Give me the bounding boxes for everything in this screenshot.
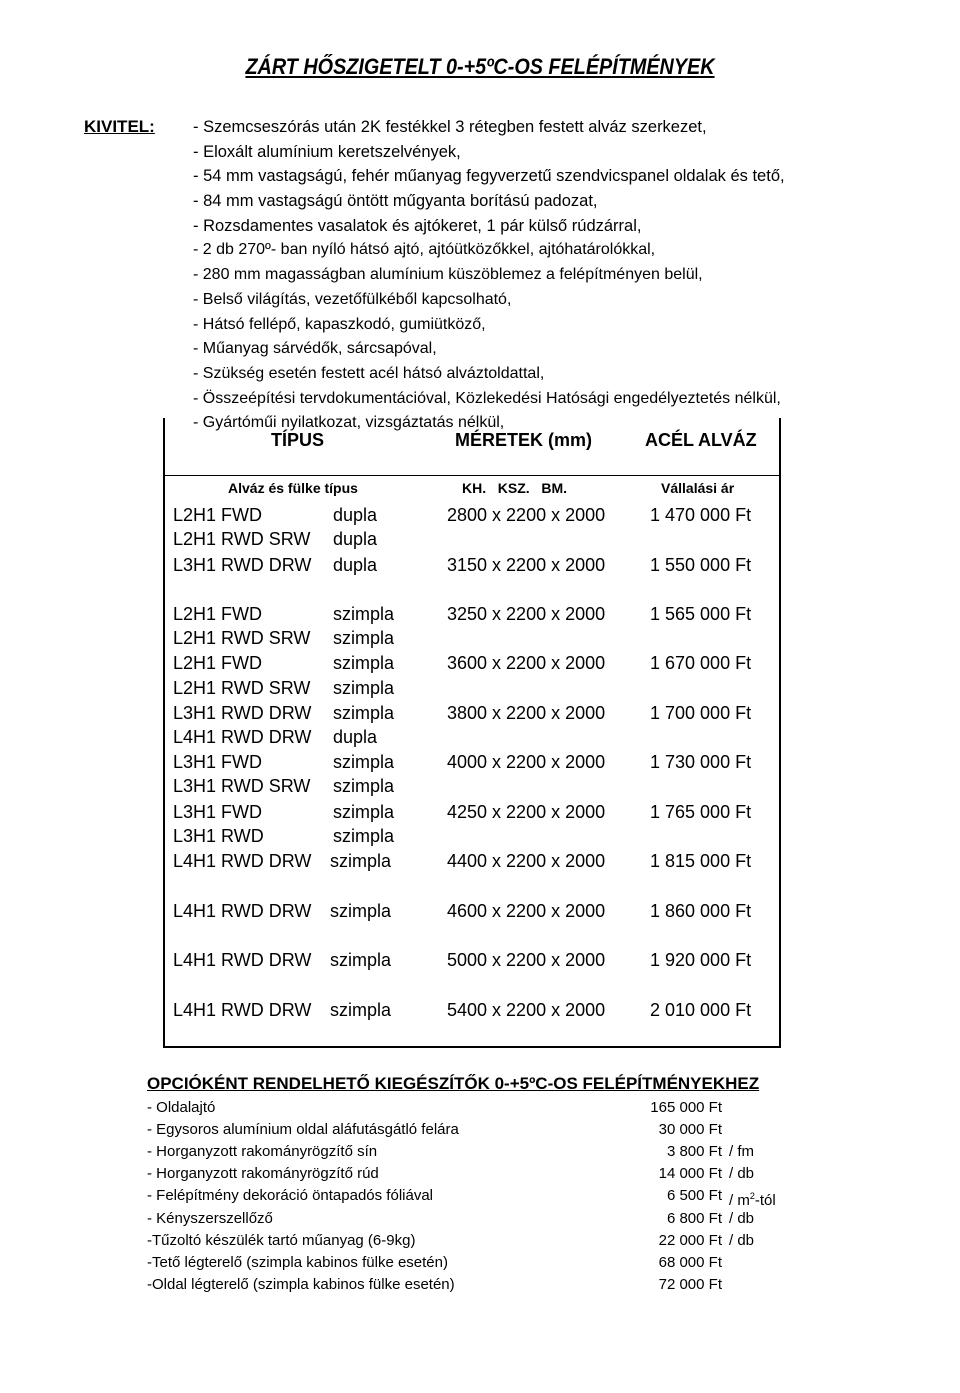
chassis-type-cell: L2H1 RWD SRW [173,529,311,549]
option-price: 72 000 Ft [658,1275,722,1293]
cab-type-cell: szimpla [333,752,395,772]
cab-type-cell: szimpla [333,628,395,648]
table-row [0,701,960,725]
chassis-type-cell: L3H1 RWD [173,826,264,846]
table-row [0,676,960,700]
cab-type-cell: szimpla [333,802,395,822]
option-unit-text: / db [729,1209,755,1227]
table-row [0,527,960,551]
chassis-type-cell: L4H1 RWD DRW [173,727,312,747]
price-cell: 1 920 000 Ft [650,950,752,970]
list-item: - 2 db 270º- ban nyíló hátsó ajtó, ajtóütközőkkel, ajtóhatárolókkal, [193,241,656,259]
chassis-type-cell: L4H1 RWD DRW [173,851,312,871]
option-item [0,1163,960,1185]
cab-type-cell: szimpla [333,678,395,698]
cab-type-cell: dupla [333,555,378,575]
chassis-type-cell: L4H1 RWD DRW [173,901,312,921]
column-header-type: TÍPUS [271,430,325,450]
option-item [0,1274,960,1296]
cab-type-cell: szimpla [330,851,392,871]
option-item [0,1097,960,1119]
option-item [0,1141,960,1163]
chassis-type-cell: L4H1 RWD DRW [173,950,312,970]
price-cell: 1 700 000 Ft [650,703,752,723]
option-price: 3 800 Ft [666,1143,722,1161]
price-cell: 1 815 000 Ft [650,851,752,871]
chassis-type-cell: L3H1 RWD DRW [173,555,312,575]
subheader-price: Vállalási ár [661,480,735,496]
chassis-type-cell: L2H1 FWD [173,604,263,624]
option-label: - Oldalajtó [147,1099,216,1116]
list-item: - Gyártóműi nyilatkozat, vizsgáztatás nélkül, [193,414,505,432]
option-label: - Kényszerszellőző [147,1209,273,1227]
table-row [0,774,960,798]
chassis-type-cell: L2H1 RWD SRW [173,628,311,648]
option-label: - Horganyzott rakományrögzítő sín [147,1143,378,1161]
option-label: -Oldal légterelő (szimpla kabinos fülke esetén) [147,1275,455,1293]
subheader-dimensions: KH. KSZ. BM. [462,480,567,496]
cab-type-cell: szimpla [333,653,395,673]
column-header-dimensions: MÉRETEK (mm) [455,430,593,450]
option-label: - Horganyzott rakományrögzítő rúd [147,1165,379,1183]
list-item: - Műanyag sárvédők, sárcsapóval, [193,340,437,358]
option-unit-text: / db [729,1165,755,1183]
table-row [0,998,960,1022]
header-divider [165,475,779,476]
option-price: 68 000 Ft [658,1253,722,1271]
cab-type-cell: dupla [333,529,378,549]
option-label: - Egysoros alumínium oldal aláfutásgátló felára [147,1121,459,1139]
cab-type-cell: szimpla [333,776,395,796]
dimensions-cell: 2800 x 2200 x 2000 [447,505,606,525]
option-unit-superscript: 2 [749,1191,755,1202]
chassis-type-cell: L2H1 FWD [173,505,263,525]
chassis-type-cell: L3H1 FWD [173,752,263,772]
option-unit-text: / db [729,1231,755,1249]
price-cell: 1 860 000 Ft [650,901,752,921]
chassis-type-cell: L2H1 RWD SRW [173,678,311,698]
dimensions-cell: 5400 x 2200 x 2000 [447,1000,606,1020]
table-row [0,651,960,675]
list-item: - 54 mm vastagságú, fehér műanyag fegyverzetű szendvicspanel oldalak és tető, [193,167,785,186]
option-unit-suffix: -tól [754,1192,776,1210]
chassis-type-cell: L3H1 FWD [173,802,263,822]
option-unit-text: / m [729,1192,750,1210]
price-cell: 2 010 000 Ft [650,1000,752,1020]
list-item: - 280 mm magasságban alumínium küszöblemez a felépítményen belül, [193,266,703,284]
cab-type-cell: dupla [333,727,378,747]
price-cell: 1 550 000 Ft [650,555,752,575]
dimensions-cell: 3150 x 2200 x 2000 [447,555,606,575]
cab-type-cell: szimpla [330,950,392,970]
column-header-chassis: ACÉL ALVÁZ [645,430,757,450]
option-unit [729,1230,754,1252]
page-title: ZÁRT HŐSZIGETELT 0-+5ºC-OS FELÉPÍTMÉNYEK [245,54,715,79]
table-row [0,800,960,824]
list-item: - Belső világítás, vezetőfülkéből kapcsolható, [193,290,512,308]
list-item: - Szemcseszórás után 2K festékkel 3 rétegben festett alváz szerkezet, [193,118,707,136]
option-item [0,1119,960,1141]
options-title: OPCIÓKÉNT RENDELHETŐ KIEGÉSZÍTŐK 0-+5ºC-OS FELÉPÍTMÉNYEKHEZ [147,1074,760,1093]
chassis-type-cell: L4H1 RWD DRW [173,1000,312,1020]
dimensions-cell: 4600 x 2200 x 2000 [447,901,606,921]
option-price: 165 000 Ft [650,1099,722,1116]
table-row [0,503,960,527]
option-label: -Tűzoltó készülék tartó műanyag (6-9kg) [147,1231,416,1249]
cab-type-cell: szimpla [333,826,395,846]
option-price: 6 500 Ft [666,1187,722,1205]
dimensions-cell: 4000 x 2200 x 2000 [447,752,606,772]
list-item: - Összeépítési tervdokumentációval, Közlekedési Hatósági engedélyeztetés nélkül, [193,389,781,407]
subheader-cab-type: Alváz és fülke típus [228,480,358,496]
price-cell: 1 670 000 Ft [650,653,752,673]
table-row [0,849,960,873]
list-item: - 84 mm vastagságú öntött műgyanta borítású padozat, [193,192,598,211]
chassis-type-cell: L2H1 FWD [173,653,263,673]
price-cell: 1 470 000 Ft [650,505,752,525]
option-price: 22 000 Ft [658,1231,722,1249]
price-cell: 1 565 000 Ft [650,604,752,624]
price-cell: 1 730 000 Ft [650,752,752,772]
dimensions-cell: 4250 x 2200 x 2000 [447,802,606,822]
dimensions-cell: 3800 x 2200 x 2000 [447,703,606,723]
table-row [0,948,960,972]
table-row [0,725,960,749]
list-item: - Szükség esetén festett acél hátsó alváztoldattal, [193,364,545,382]
dimensions-cell: 4400 x 2200 x 2000 [447,851,606,871]
table-row [0,553,960,577]
cab-type-cell: szimpla [333,604,395,624]
option-item [0,1252,960,1274]
option-unit [729,1208,754,1230]
cab-type-cell: szimpla [330,1000,392,1020]
table-row [0,750,960,774]
table-row [0,824,960,848]
kivitel-list [193,115,893,436]
option-unit-text: / fm [729,1143,754,1161]
list-item: - Eloxált alumínium keretszelvények, [193,142,461,161]
cab-type-cell: szimpla [333,703,395,723]
option-price: 6 800 Ft [666,1209,722,1227]
dimensions-cell: 3600 x 2200 x 2000 [447,653,606,673]
dimensions-cell: 5000 x 2200 x 2000 [447,950,606,970]
list-item: - Rozsdamentes vasalatok és ajtókeret, 1 pár külső rúdzárral, [193,216,642,235]
chassis-type-cell: L3H1 RWD DRW [173,703,312,723]
chassis-type-cell: L3H1 RWD SRW [173,776,311,796]
cab-type-cell: dupla [333,505,378,525]
option-item [0,1185,960,1210]
option-price: 30 000 Ft [658,1121,722,1139]
option-unit [729,1163,754,1185]
kivitel-label: KIVITEL: [84,117,155,136]
cab-type-cell: szimpla [330,901,392,921]
option-price: 14 000 Ft [658,1165,722,1183]
dimensions-cell: 3250 x 2200 x 2000 [447,604,606,624]
table-row [0,602,960,626]
table-row [0,899,960,923]
option-item [0,1208,960,1230]
option-label: - Felépítmény dekoráció öntapadós fóliával [147,1187,433,1205]
price-cell: 1 765 000 Ft [650,802,752,822]
list-item: - Hátsó fellépő, kapaszkodó, gumiütköző, [193,315,486,333]
table-row [0,626,960,650]
option-unit [729,1141,754,1163]
option-label: -Tető légterelő (szimpla kabinos fülke esetén) [147,1253,448,1271]
option-item [0,1230,960,1252]
